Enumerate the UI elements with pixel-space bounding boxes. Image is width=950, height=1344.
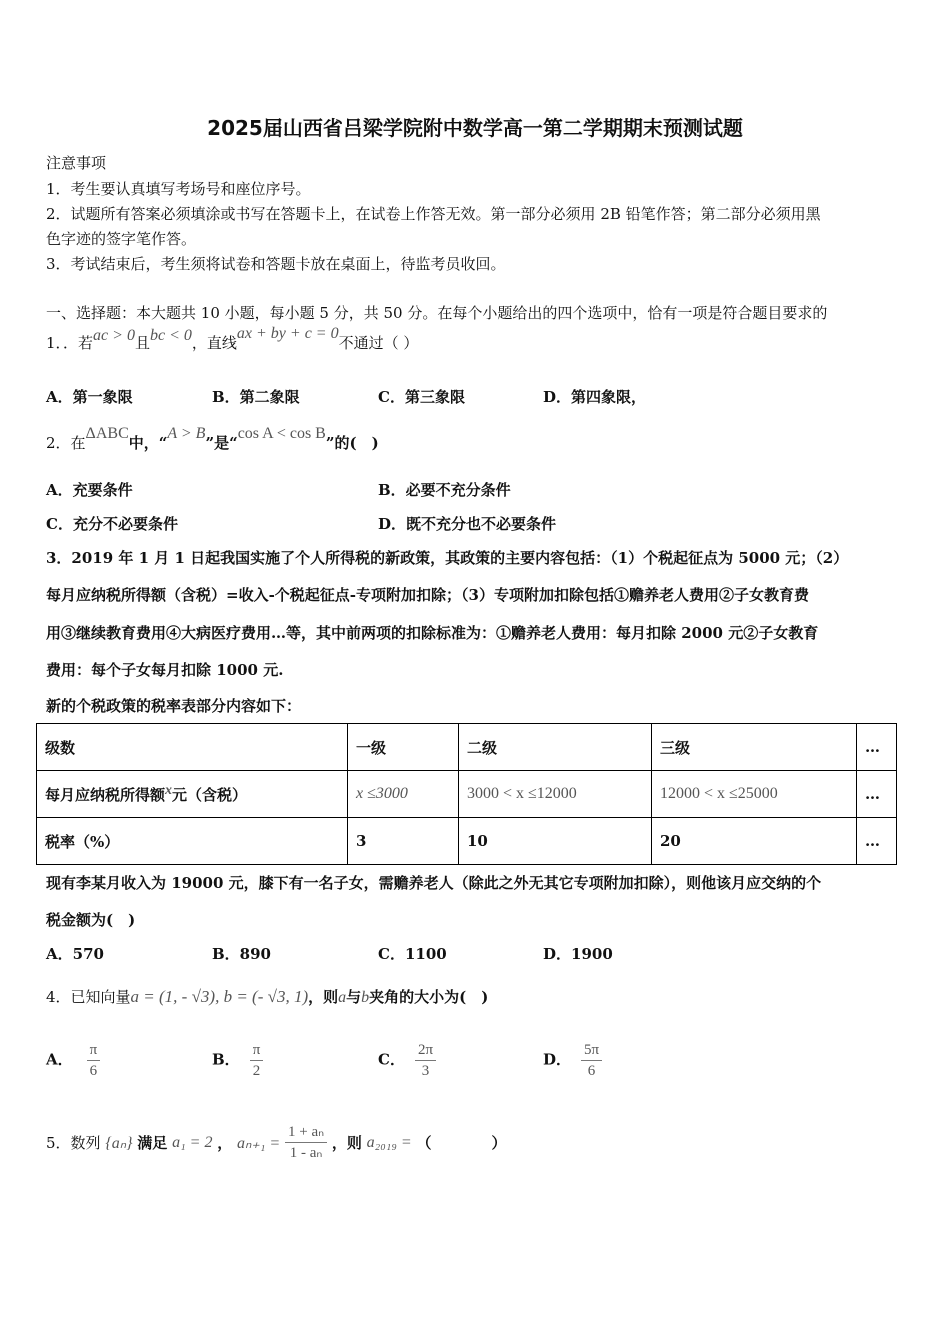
- table-row: [37, 771, 897, 818]
- frac-numerator: 5π: [581, 1040, 602, 1061]
- q4-option-b: [212, 1040, 263, 1081]
- notes-heading: 注意事项: [46, 154, 107, 172]
- table-cell: x ≤3000: [348, 771, 459, 818]
- q3-option-b: B．890: [212, 945, 271, 963]
- q5-math-a1: a₁ = 2: [172, 1133, 213, 1151]
- q1-math-line: ax + by + c = 0: [236, 325, 339, 342]
- q4-math-b: b: [361, 989, 370, 1006]
- table-cell: 一级: [348, 724, 459, 771]
- frac-numerator: 2π: [415, 1040, 436, 1061]
- page-title: 2025届山西省吕梁学院附中数学高一第二学期期末预测试题: [207, 116, 743, 140]
- table-cell: 三级: [652, 724, 857, 771]
- q5-text: ，: [217, 1134, 233, 1152]
- q5-number: 5．数列: [46, 1134, 101, 1152]
- q3-line: 3．2019 年 1 月 1 日起我国实施了个人所得税的新政策，其政策的主要内容包括：（1）个税起征点为 5000 元；（2）: [46, 549, 849, 567]
- question-5: [46, 1122, 507, 1172]
- q3-option-d: D．1900: [543, 945, 613, 963]
- row-label-unit: 元（含税）: [172, 785, 248, 804]
- q1-math-bc: bc < 0: [149, 327, 192, 344]
- option-label: B．: [212, 1050, 240, 1069]
- q2-text: ”是“: [205, 434, 238, 452]
- table-row: [37, 818, 897, 865]
- q4-option-a: [46, 1040, 100, 1081]
- table-cell: 3000 < x ≤12000: [459, 771, 652, 818]
- note-item: 3．考试结束后，考生须将试卷和答题卡放在桌面上，待监考员收回。: [46, 255, 506, 273]
- q3-text: 现有李某月收入为 19000 元，膝下有一名子女，需赡养老人（除此之外无其它专项附加扣除），则他该月应交纳的个: [46, 874, 822, 892]
- q1-text: 不通过（ ）: [338, 334, 419, 352]
- table-cell: …: [857, 771, 897, 818]
- q1-option-a: A．第一象限: [46, 388, 133, 406]
- q4-option-c: [378, 1040, 436, 1081]
- table-cell: …: [857, 724, 897, 771]
- q4-text: 夹角的大小为( ): [369, 988, 489, 1006]
- tax-rate-table: [36, 723, 897, 865]
- q2-text: 中，“: [128, 434, 168, 452]
- question-1: [46, 325, 419, 353]
- q2-option-b: B．必要不充分条件: [378, 481, 511, 499]
- row-label-var: x: [165, 782, 173, 798]
- note-item: 色字迹的签字笔作答。: [46, 230, 197, 248]
- q1-text: 且: [134, 334, 150, 352]
- q2-math-triangle: ΔABC: [85, 425, 129, 442]
- note-item: 1．考生要认真填写考场号和座位序号。: [46, 180, 311, 198]
- table-cell: 12000 < x ≤25000: [652, 771, 857, 818]
- question-4: [46, 986, 488, 1007]
- q4-text: 与: [346, 988, 362, 1006]
- table-cell: 二级: [459, 724, 652, 771]
- table-cell: 税率（%）: [37, 818, 348, 865]
- frac-numerator: π: [87, 1040, 101, 1061]
- q3-line: 每月应纳税所得额（含税）=收入-个税起征点-专项附加扣除；（3）专项附加扣除包括①赡养老人费用②子女教育费: [46, 586, 809, 604]
- note-item: 2．试题所有答案必须填涂或书写在答题卡上，在试卷上作答无效。第一部分必须用 2B 铅笔作答；第二部分必须用黑: [46, 205, 821, 223]
- frac-denominator: 6: [587, 1063, 596, 1079]
- q1-text: ，直线: [191, 334, 237, 352]
- row-label: 每月应纳税所得额: [45, 785, 166, 804]
- q4-option-d: [543, 1040, 602, 1081]
- question-2: [46, 425, 379, 453]
- q1-number: 1．．若: [46, 334, 94, 352]
- q1-option-d: D．第四象限，: [543, 388, 647, 406]
- table-cell: 3: [348, 818, 459, 865]
- q5-math-seq: {aₙ}: [105, 1134, 133, 1152]
- table-cell: 10: [459, 818, 652, 865]
- table-cell: 级数: [37, 724, 348, 771]
- q4-number: 4．已知向量: [46, 988, 131, 1006]
- frac-denominator: 3: [421, 1063, 430, 1079]
- frac-denominator: 1 - aₙ: [289, 1145, 323, 1161]
- table-cell: [37, 771, 348, 818]
- q4-math-vectors: a = (1, - √3), b = (- √3, 1): [130, 987, 309, 1006]
- frac-numerator: 1 + aₙ: [285, 1122, 327, 1143]
- section-heading: 一、选择题：本大题共 10 小题，每小题 5 分，共 50 分。在每个小题给出的四个选项中，恰有一项是符合题目要求的: [46, 304, 828, 322]
- q3-text: 税金额为( ): [46, 911, 136, 929]
- q4-math-a: a: [338, 989, 347, 1006]
- q2-math-a-gt-b: A > B: [167, 425, 206, 442]
- q5-text: 满足: [137, 1134, 168, 1152]
- table-cell: 20: [652, 818, 857, 865]
- q1-option-c: C．第三象限: [378, 388, 465, 406]
- frac-denominator: 6: [89, 1063, 98, 1079]
- q5-math-a2019: a₂₀₁₉ =: [366, 1133, 412, 1151]
- q1-math-ac: ac > 0: [93, 327, 135, 344]
- option-label: D．: [543, 1050, 572, 1069]
- option-label: C．: [378, 1050, 405, 1069]
- q2-option-d: D．既不充分也不必要条件: [378, 515, 557, 533]
- frac-denominator: 2: [252, 1063, 261, 1079]
- q2-text: ”的( ): [325, 434, 379, 452]
- q5-math-lhs: aₙ₊₁ =: [237, 1134, 281, 1152]
- q5-text: （ ）: [416, 1134, 507, 1152]
- q2-math-cos: cos A < cos B: [237, 425, 326, 442]
- option-label: A．: [46, 1050, 73, 1069]
- q2-option-a: A．充要条件: [46, 481, 133, 499]
- q1-option-b: B．第二象限: [212, 388, 300, 406]
- q3-option-a: A．570: [46, 945, 104, 963]
- q4-text: ，则: [308, 988, 339, 1006]
- q3-line: 用③继续教育费用④大病医疗费用…等，其中前两项的扣除标准为：①赡养老人费用：每月扣除 2000 元②子女教育: [46, 624, 819, 642]
- q3-table-intro: 新的个税政策的税率表部分内容如下：: [46, 697, 302, 715]
- frac-numerator: π: [250, 1040, 264, 1061]
- q3-line: 费用：每个子女每月扣除 1000 元.: [46, 661, 284, 679]
- q3-option-c: C．1100: [378, 945, 447, 963]
- q2-number: 2．在: [46, 434, 86, 452]
- q2-option-c: C．充分不必要条件: [46, 515, 178, 533]
- table-row: [37, 724, 897, 771]
- q5-text: ，则: [331, 1134, 362, 1152]
- table-cell: …: [857, 818, 897, 865]
